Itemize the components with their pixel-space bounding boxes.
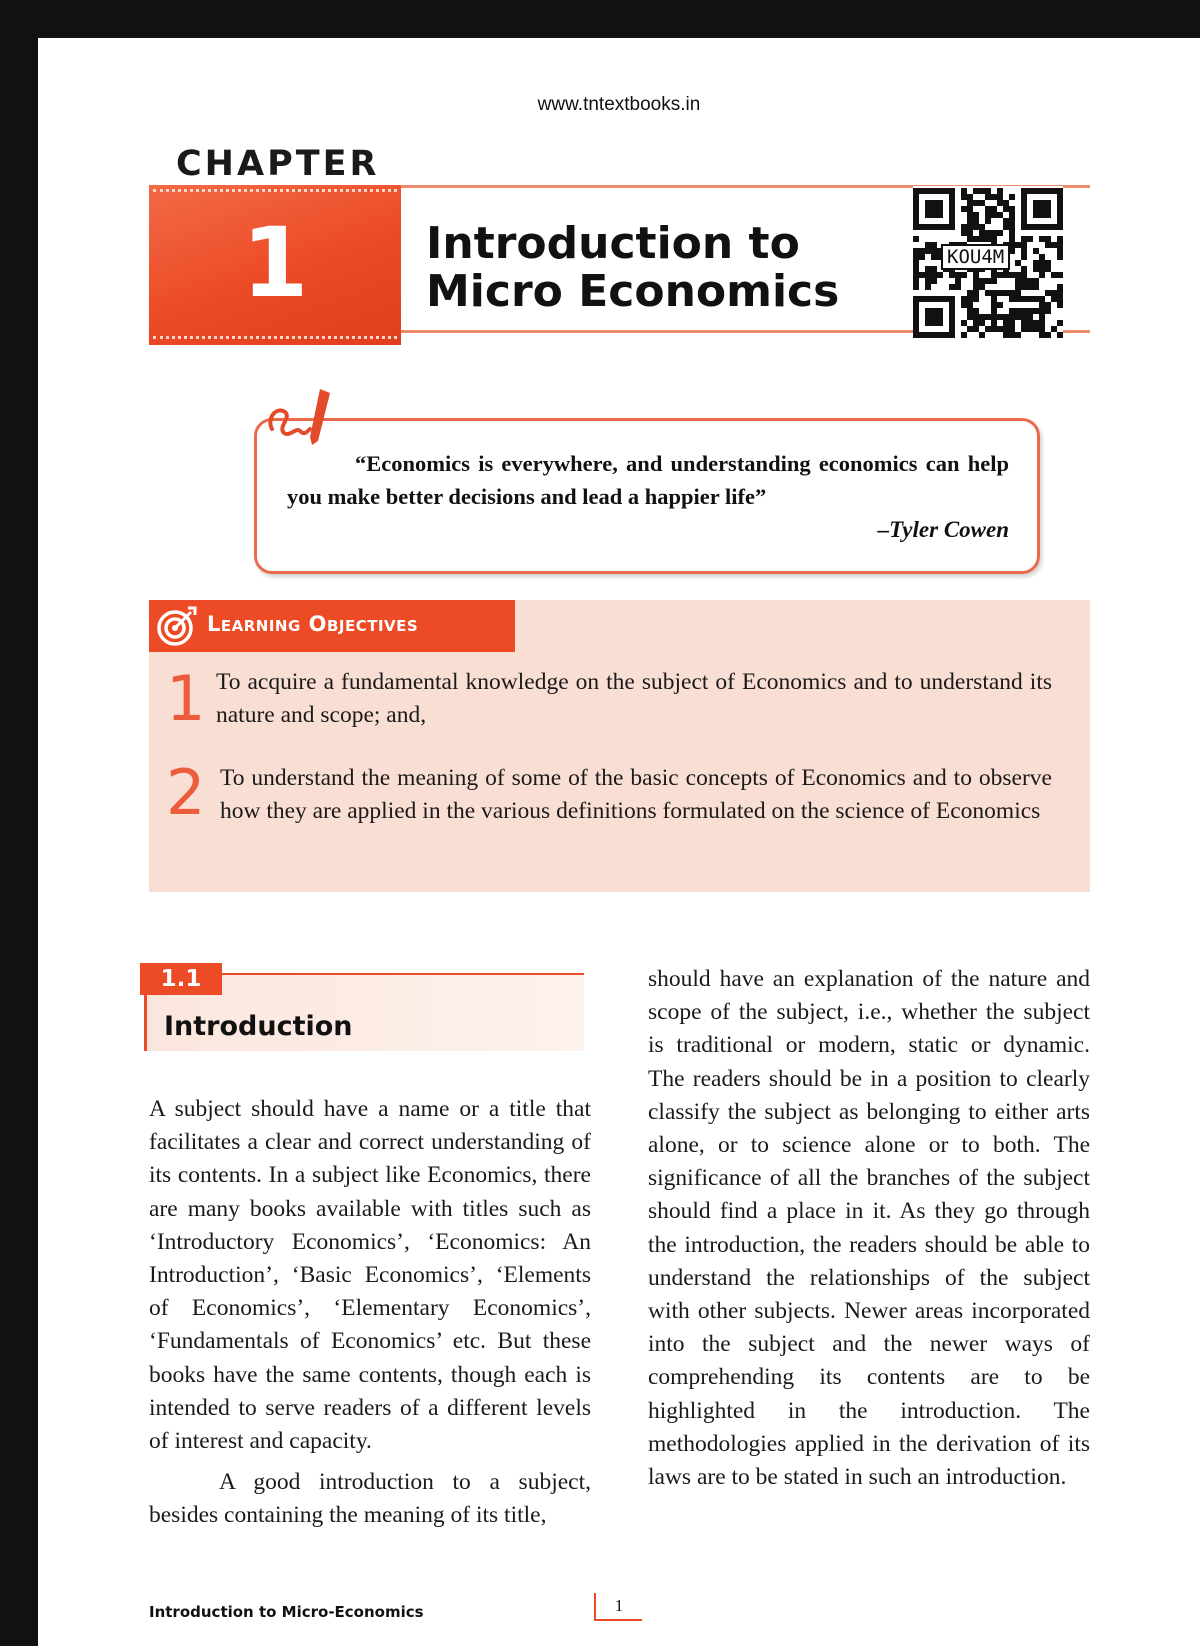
learning-objectives-header	[149, 600, 515, 652]
chapter-number: 1	[241, 207, 309, 319]
dotted-border-top	[153, 189, 397, 192]
target-icon	[155, 604, 199, 648]
page-number: 1	[594, 1593, 642, 1621]
section-heading-bar	[144, 993, 147, 1051]
objective-text-2: To understand the meaning of some of the basic concepts of Economics and to observe how they are applied in the various definitions formulated on the science of Economics	[220, 765, 1052, 824]
quote-text: “Economics is everywhere, and understanding economics can help you make better decisions and lead a happier life”	[287, 451, 1009, 509]
qr-code-label: KOU4M	[941, 244, 1010, 270]
footer-title: Introduction to Micro-Economics	[149, 1603, 424, 1621]
chapter-number-box	[149, 185, 401, 345]
textbook-page	[38, 38, 1200, 1646]
left-column	[149, 1093, 591, 1533]
right-column	[648, 963, 1090, 1494]
chapter-title-line1: Introduction to	[426, 218, 800, 269]
section-heading	[144, 966, 584, 1051]
chapter-title	[426, 220, 839, 316]
objective-number-1: 1	[166, 662, 206, 735]
site-url[interactable]: www.tntextbooks.in	[537, 94, 701, 115]
section-title: Introduction	[164, 1011, 353, 1042]
qr-code-icon[interactable]	[913, 186, 1063, 340]
section-heading-rule	[214, 973, 584, 975]
pen-writing-icon	[264, 383, 344, 453]
left-paragraph-1: A subject should have a name or a title that facilitates a clear and correct understanding of its contents. In a subject like Economics, there are many books available with titles such as ‘Introductory Economics’, ‘Economics: An Introduction’, ‘Basic Economics’, ‘Elements of Economics’, ‘Elementary Economics’, ‘Fundamentals of Economics’ etc. But these books have the same contents, though each is intended to serve readers of a different levels of interest and capacity.	[149, 1096, 591, 1455]
left-paragraph-2: A good introduction to a subject, besides containing the meaning of its title,	[149, 1469, 591, 1529]
quote-box	[254, 418, 1040, 574]
objective-number-2: 2	[166, 756, 206, 829]
section-number: 1.1	[140, 963, 222, 995]
quote-author: –Tyler Cowen	[877, 517, 1009, 542]
dotted-border-bottom	[153, 336, 397, 339]
chapter-title-line2: Micro Economics	[426, 266, 840, 317]
right-paragraph-1: should have an explanation of the nature and scope of the subject, i.e., whether the subject is traditional or modern, static or dynamic. The readers should be in a position to clearly classify the subject as belonging to either arts alone, or to science alone or to both. The significance of all the branches of the subject should find a place in it. As they go through the introduction, the readers should be able to understand the relationships of the subject with other subjects. Newer areas incorporated into the subject and the newer ways of comprehending its contents are to be highlighted in the introduction. The methodologies applied in the derivation of its laws are to be stated in such an introduction.	[648, 966, 1090, 1491]
chapter-label: CHAPTER	[176, 144, 380, 184]
learning-objectives-title: Learning Objectives	[207, 612, 419, 636]
objective-text-1: To acquire a fundamental knowledge on the subject of Economics and to understand its nature and scope; and,	[216, 669, 1052, 728]
